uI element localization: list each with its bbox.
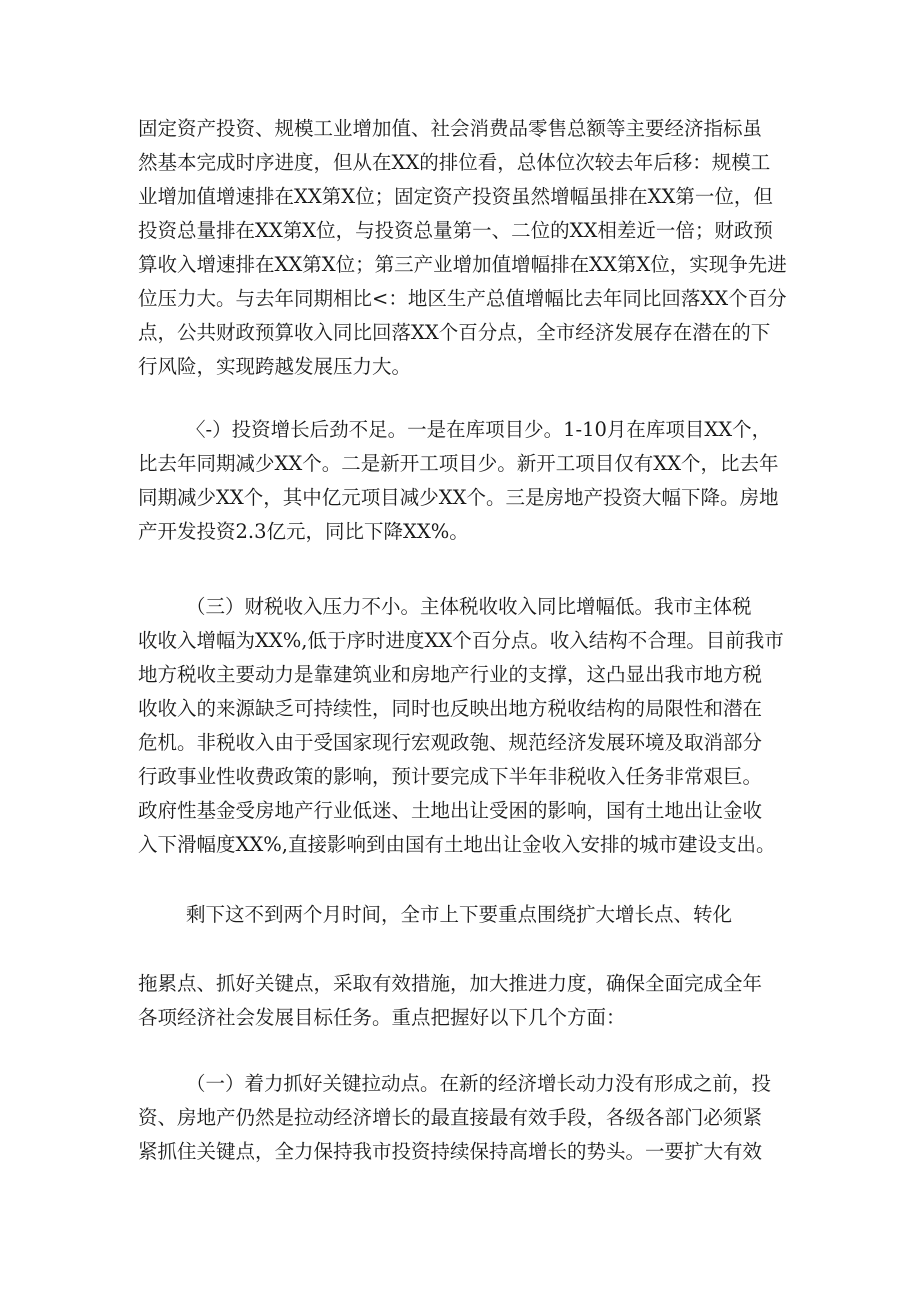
text-line: 政府性基金受房地产行业低迷、土地出让受困的影响，国有土地出让金收 <box>138 799 763 822</box>
text-line: 地方税收主要动力是靠建筑业和房地产行业的支撑，这凸显出我市地方税 <box>138 663 763 686</box>
paragraph-remaining-months <box>138 898 788 932</box>
paragraph-investment-growth <box>138 413 788 549</box>
text-line: 比去年同期减少XX个。二是新开工项目少。新开工项目仅有XX个，比去年 <box>138 452 779 475</box>
text-line: 产开发投资2.3亿元，同比下降XX%。 <box>138 520 469 543</box>
text-line: 同期减少XX个，其中亿元项目减少XX个。三是房地产投资大幅下降。房地 <box>138 486 779 509</box>
text-line: 入下滑幅度XX%,直接影响到由国有土地出让金收入安排的城市建设支出。 <box>138 833 776 856</box>
text-line: 行政事业性收费政策的影响，预计要完成下半年非税收入任务非常艰巨。 <box>138 765 763 788</box>
text-line: 行风险，实现跨越发展压力大。 <box>138 355 412 378</box>
text-line: 业增加值增速排在XX第X位；固定资产投资虽然增幅虽排在XX第一位，但 <box>138 185 773 208</box>
text-line: 各项经济社会发展目标任务。重点把握好以下几个方面： <box>138 1006 626 1029</box>
text-line: 资、房地产仍然是拉动经济增长的最直接最有效手段，各级各部门必须紧 <box>138 1106 763 1129</box>
text-line: 危机。非税收入由于受国家现行宏观政匏、规范经济发展环境及取消部分 <box>138 731 763 754</box>
paragraph-economic-indicators <box>138 112 788 384</box>
text-line: 位压力大。与去年同期相比<：地区生产总值增幅比去年同比回落XX个百分 <box>138 287 787 310</box>
text-line: 固定资产投资、规模工业增加值、社会消费品零售总额等主要经济指标虽 <box>138 117 763 140</box>
paragraph-fiscal-revenue <box>138 590 788 862</box>
text-line: 收收入增幅为XX%,低于序时进度XX个百分点。收入结构不合理。目前我市 <box>138 629 784 652</box>
text-line: 收收入的来源缺乏可持续性，同时也反映出地方税收结构的局限性和潜在 <box>138 697 763 720</box>
text-line: 然基本完成时序进度，但从在XX的排位看，总体位次较去年后移：规模工 <box>138 151 771 174</box>
text-line: 〈-）投资增长后劲不足。一是在库项目少。1-10月在库项目XX个， <box>186 418 772 441</box>
text-line: （三）财税收入压力不小。主体税收收入同比增幅低。我市主体税 <box>186 595 752 618</box>
text-line: 点，公共财政预算收入同比回落XX个百分点，全市经济发展存在潜在的下 <box>138 321 771 344</box>
paragraph-key-tasks <box>138 967 788 1035</box>
text-line: 拖累点、抓好关键点，采取有效措施，加大推进力度，确保全面完成全年 <box>138 972 763 995</box>
text-line: （一）着力抓好关键拉动点。在新的经济增长动力没有形成之前，投 <box>186 1072 772 1095</box>
text-line: 投资总量排在XX第X位，与投资总量第一、二位的XX相差近一倍；财政预 <box>138 219 773 242</box>
text-line: 算收入增速排在XX第X位；第三产业增加值增幅排在XX第X位，实现争先进 <box>138 253 787 276</box>
text-line: 剩下这不到两个月时间，全市上下要重点围绕扩大增长点、转化 <box>186 903 733 926</box>
paragraph-key-drivers <box>138 1067 788 1169</box>
text-line: 紧抓住关键点，全力保持我市投资持续保持高增长的势头。一要扩大有效 <box>138 1140 763 1163</box>
